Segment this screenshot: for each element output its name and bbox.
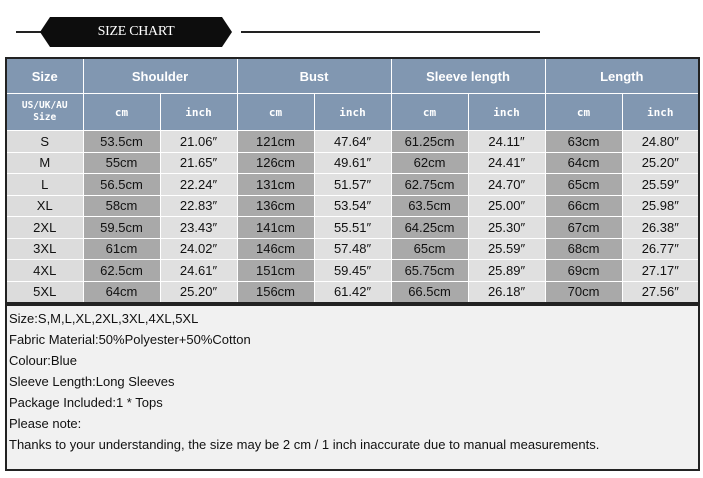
cell-size: L (6, 174, 83, 196)
cell-length-inch: 25.20″ (622, 152, 699, 174)
cell-sleeve-cm: 61.25cm (391, 131, 468, 153)
cell-bust-inch: 59.45″ (314, 260, 391, 282)
cell-shoulder-inch: 24.61″ (160, 260, 237, 282)
cell-sleeve-cm: 63.5cm (391, 195, 468, 217)
table-row (6, 217, 699, 239)
note-please: Please note: (9, 416, 82, 431)
header-sleeve-length: Sleeve length (391, 58, 545, 94)
cell-length-inch: 25.98″ (622, 195, 699, 217)
cell-sleeve-inch: 25.59″ (468, 238, 545, 260)
cell-shoulder-inch: 21.65″ (160, 152, 237, 174)
cell-sleeve-cm: 62.75cm (391, 174, 468, 196)
cell-length-cm: 66cm (545, 195, 622, 217)
table-row (6, 238, 699, 260)
cell-sleeve-cm: 65cm (391, 238, 468, 260)
banner-title: SIZE CHART (97, 24, 175, 39)
cell-sleeve-inch: 25.89″ (468, 260, 545, 282)
cell-bust-inch: 57.48″ (314, 238, 391, 260)
cell-sleeve-inch: 24.11″ (468, 131, 545, 153)
table-group-header (6, 58, 699, 94)
banner-tag (50, 17, 222, 47)
size-region-label: US/UK/AU (21, 100, 68, 111)
table-row (6, 281, 699, 303)
note-disclaimer: Thanks to your understanding, the size may be 2 cm / 1 inch inaccurate due to manual measurements. (9, 437, 600, 452)
cell-shoulder-cm: 55cm (83, 152, 160, 174)
note-sleeve: Sleeve Length:Long Sleeves (9, 374, 175, 389)
cell-length-inch: 25.59″ (622, 174, 699, 196)
cell-shoulder-cm: 64cm (83, 281, 160, 303)
cell-length-cm: 68cm (545, 238, 622, 260)
unit-cm: cm (83, 94, 160, 131)
cell-length-cm: 67cm (545, 217, 622, 239)
header-size-region (6, 94, 83, 131)
note-package: Package Included:1 * Tops (9, 395, 163, 410)
cell-size: S (6, 131, 83, 153)
cell-shoulder-cm: 61cm (83, 238, 160, 260)
cell-bust-inch: 51.57″ (314, 174, 391, 196)
header-length: Length (545, 58, 699, 94)
cell-shoulder-cm: 53.5cm (83, 131, 160, 153)
cell-shoulder-cm: 56.5cm (83, 174, 160, 196)
cell-bust-cm: 136cm (237, 195, 314, 217)
cell-bust-cm: 141cm (237, 217, 314, 239)
cell-shoulder-inch: 25.20″ (160, 281, 237, 303)
cell-length-cm: 63cm (545, 131, 622, 153)
cell-shoulder-inch: 23.43″ (160, 217, 237, 239)
table-row (6, 152, 699, 174)
cell-bust-cm: 131cm (237, 174, 314, 196)
cell-bust-inch: 61.42″ (314, 281, 391, 303)
header-size: Size (6, 58, 83, 94)
cell-length-inch: 27.17″ (622, 260, 699, 282)
cell-size: 5XL (6, 281, 83, 303)
cell-shoulder-cm: 62.5cm (83, 260, 160, 282)
cell-shoulder-inch: 22.83″ (160, 195, 237, 217)
cell-length-cm: 70cm (545, 281, 622, 303)
table-unit-header (6, 94, 699, 131)
cell-size: M (6, 152, 83, 174)
unit-cm: cm (545, 94, 622, 131)
note-colour: Colour:Blue (9, 353, 77, 368)
table-row (6, 195, 699, 217)
cell-length-inch: 27.56″ (622, 281, 699, 303)
cell-size: 2XL (6, 217, 83, 239)
cell-sleeve-inch: 25.00″ (468, 195, 545, 217)
cell-size: XL (6, 195, 83, 217)
banner-rule-right (241, 31, 540, 33)
cell-bust-cm: 156cm (237, 281, 314, 303)
cell-length-inch: 26.77″ (622, 238, 699, 260)
unit-inch: inch (622, 94, 699, 131)
cell-bust-cm: 146cm (237, 238, 314, 260)
cell-bust-inch: 49.61″ (314, 152, 391, 174)
table-row (6, 260, 699, 282)
cell-shoulder-cm: 58cm (83, 195, 160, 217)
note-sizes: Size:S,M,L,XL,2XL,3XL,4XL,5XL (9, 311, 199, 326)
cell-size: 3XL (6, 238, 83, 260)
cell-bust-inch: 47.64″ (314, 131, 391, 153)
header-bust: Bust (237, 58, 391, 94)
size-table (5, 57, 700, 304)
cell-shoulder-inch: 22.24″ (160, 174, 237, 196)
cell-sleeve-cm: 62cm (391, 152, 468, 174)
cell-length-cm: 65cm (545, 174, 622, 196)
unit-inch: inch (468, 94, 545, 131)
cell-bust-cm: 151cm (237, 260, 314, 282)
table-row (6, 174, 699, 196)
cell-bust-inch: 53.54″ (314, 195, 391, 217)
cell-shoulder-inch: 21.06″ (160, 131, 237, 153)
note-fabric: Fabric Material:50%Polyester+50%Cotton (9, 332, 251, 347)
cell-bust-cm: 121cm (237, 131, 314, 153)
cell-sleeve-inch: 26.18″ (468, 281, 545, 303)
product-notes (5, 304, 700, 471)
cell-length-cm: 64cm (545, 152, 622, 174)
cell-bust-inch: 55.51″ (314, 217, 391, 239)
unit-inch: inch (314, 94, 391, 131)
cell-sleeve-inch: 24.41″ (468, 152, 545, 174)
cell-length-inch: 24.80″ (622, 131, 699, 153)
cell-shoulder-cm: 59.5cm (83, 217, 160, 239)
size-chart-banner (16, 14, 526, 50)
cell-bust-cm: 126cm (237, 152, 314, 174)
cell-sleeve-inch: 24.70″ (468, 174, 545, 196)
cell-shoulder-inch: 24.02″ (160, 238, 237, 260)
unit-cm: cm (237, 94, 314, 131)
cell-sleeve-cm: 65.75cm (391, 260, 468, 282)
cell-sleeve-cm: 64.25cm (391, 217, 468, 239)
cell-size: 4XL (6, 260, 83, 282)
cell-sleeve-cm: 66.5cm (391, 281, 468, 303)
table-row (6, 131, 699, 153)
unit-inch: inch (160, 94, 237, 131)
header-shoulder: Shoulder (83, 58, 237, 94)
cell-length-inch: 26.38″ (622, 217, 699, 239)
unit-cm: cm (391, 94, 468, 131)
cell-sleeve-inch: 25.30″ (468, 217, 545, 239)
size-region-sublabel: Size (33, 112, 57, 123)
cell-length-cm: 69cm (545, 260, 622, 282)
